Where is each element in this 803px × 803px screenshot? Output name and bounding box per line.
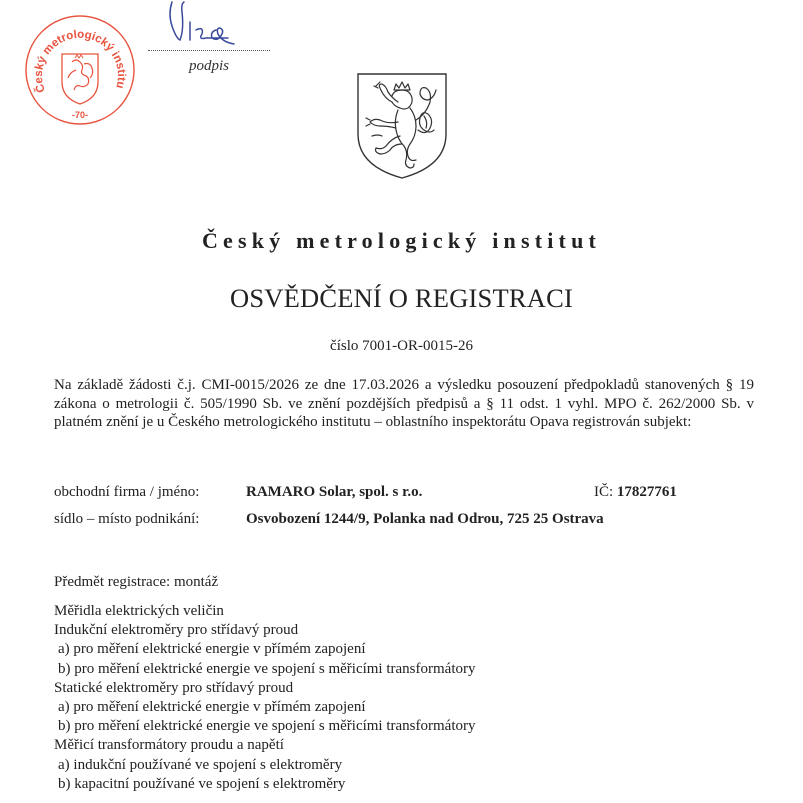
signature-scribble (150, 0, 260, 52)
intro-paragraph: Na základě žádosti č.j. CMI-0015/2026 ze dne 17.03.2026 a výsledku posouzení předpokladů stanovených § 19 zákona o metrologii č. 505/1990 Sb. ve znění pozdějších předpisů a § 11 odst. 1 vyhl. MPO č. 262/2000 Sb. v platném znění je u Českého metrologického institutu – oblastního inspektorátu Opava registrován subjekt: (54, 377, 754, 430)
seat-label: sídlo – místo podnikání: (54, 511, 200, 527)
list-item: a) pro měření elektrické energie v přímém zapojení (58, 699, 366, 716)
list-item: b) pro měření elektrické energie ve spojení s měřicími transformátory (58, 660, 476, 677)
document-title: OSVĚDČENÍ O REGISTRACI (229, 283, 573, 313)
official-stamp (24, 14, 136, 126)
list-item: Měřicí transformátory proudu a napětí (54, 737, 284, 754)
ic-label: IČ: (594, 484, 617, 500)
list-item: b) kapacitní používané ve spojení s elektroměry (58, 775, 346, 792)
firm-label: obchodní firma / jméno: (54, 484, 200, 500)
signature-line (148, 50, 270, 51)
document-number: číslo 7001-OR-0015-26 (330, 338, 473, 354)
list-item: Měřidla elektrických veličin (54, 603, 224, 619)
registration-subject: Předmět registrace: montáž (54, 574, 219, 590)
stamp-ring-text: Český metrologický institu (32, 28, 128, 94)
stamp-number: -70- (71, 110, 89, 120)
list-item: Statické elektroměry pro střídavý proud (54, 679, 294, 696)
signature-label: podpis (188, 58, 229, 74)
ic-value: 17827761 (616, 484, 677, 500)
seat-value: Osvobození 1244/9, Polanka nad Odrou, 725 25 Ostrava (246, 511, 604, 527)
institute-name: Český metrologický institut (201, 228, 602, 253)
list-item: Indukční elektroměry pro střídavý proud (54, 622, 299, 639)
list-item: a) pro měření elektrické energie v přímém zapojení (58, 641, 366, 658)
stamp-shield-icon (62, 54, 98, 104)
list-item: b) pro měření elektrické energie ve spojení s měřicími transformátory (58, 718, 476, 735)
coat-of-arms-icon (354, 70, 450, 180)
firm-value: RAMARO Solar, spol. s r.o. (246, 484, 423, 500)
list-item: a) indukční používané ve spojení s elektroměry (58, 756, 343, 773)
instrument-list (54, 602, 476, 794)
ic-field (594, 484, 677, 501)
